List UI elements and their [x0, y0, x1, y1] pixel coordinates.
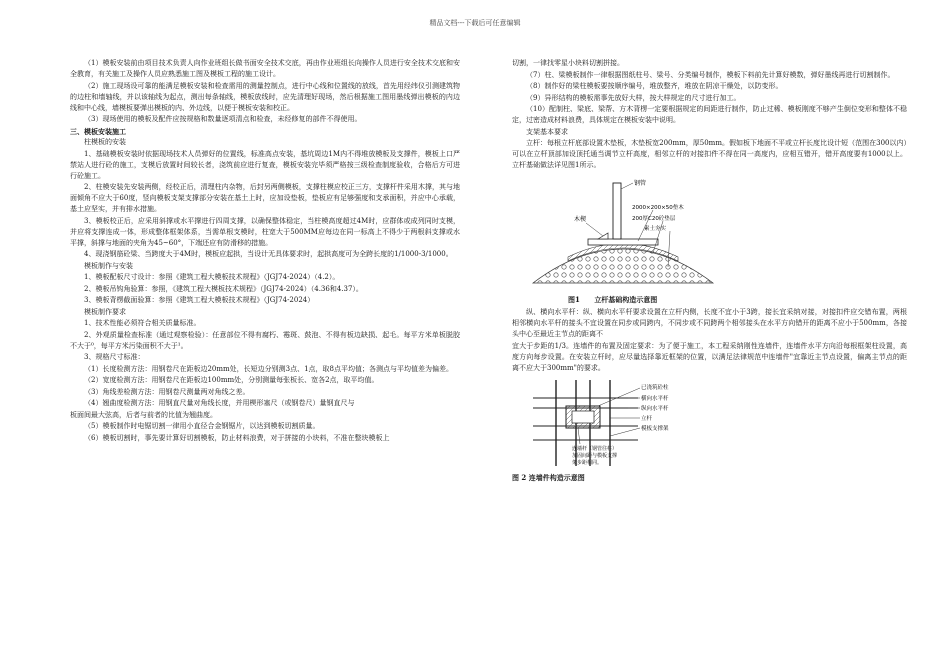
label-soil: 素土夯实 — [644, 226, 667, 232]
label-concrete: 200厚C20砼垫层 — [632, 216, 676, 222]
steel-pipe — [613, 183, 621, 239]
label-tie: 连墙杆（钢管往柱） — [572, 445, 618, 452]
label-support: 模板支撑架 — [641, 425, 669, 432]
timber-pad — [588, 239, 658, 245]
paragraph: 2、外观质量检查标准（通过观察检验）：任意部位不得有腐朽、霉斑、鼓泡、不得有板边缺损、起毛。每平方米单板脱胶不大于⁰，每平方米污染面积不大于¹。 — [70, 330, 460, 350]
paragraph: （9）异形结构的模板需事先放好大样，按大样规定的尺寸进行加工。 — [526, 93, 741, 102]
paragraph: （1）长度检测方法：用钢卷尺在距板边20mm处，长短边分别测3点、1点，取8点平均值；各测点与平均值差为偏差。 — [84, 364, 453, 373]
paragraph: 宜大于步距的1/3。连墙件的布置及固定要求：为了便于施工，本工程采纳刚性连墙件，连墙件水平方向沿每根框架柱设置，高度方向每步设置。在安装立杆时，应尽量选择靠近框架的位置，以满足法律规范中连墙件"宜靠近主节点设置，偏离主节点的距离不应大于300mm"的要求。 — [512, 341, 907, 372]
figure-1-title: 立杆基础构造示意图 — [594, 295, 658, 304]
figure-2-caption: 图 2 连墙件构造示意图 — [512, 472, 585, 482]
wall-tie-diagram — [528, 378, 718, 468]
page-header: 精品文档---下载后可任意编辑 — [429, 19, 521, 27]
label-pad: 2000×200×50垫木 — [632, 205, 684, 211]
paragraph: （4）翘曲度检测方法：用钢直尺量对角线长度，并用楔形塞尺（或钢卷尺）量钢直尺与 — [84, 399, 355, 407]
subheading: 模板制作与安装 — [84, 261, 133, 270]
paragraph: （6）模板切割时，事先要计算好切割模板，防止材料浪费，对于拼接的小块料，不准在整块模板上 — [84, 433, 390, 442]
label-tie-2: 加固间距与模板支撑 — [572, 452, 618, 459]
subheading: 柱模板的安装 — [84, 138, 126, 146]
figure-1 — [528, 175, 907, 305]
subheading: 支架基本要求 — [526, 127, 568, 136]
paragraph: 3、模板校正后，应采用斜撑或水平撑进行四周支撑，以确保整体稳定，当柱模高度超过4M时，应群体或成列同时支模，并应将支撑连成一体，形成整体框架体系，当需单根支模时，柱宽大于500MM应每边在同一标高上不得少于两根斜支撑或水平撑，斜撑与地面的夹角为45~60°，下端还应有防滑移的措施。 — [70, 216, 460, 247]
paragraph: 板面间最大弦高，后者与前者的比值为翘曲度。 — [70, 410, 217, 419]
paragraph: （3）角线差检测方法：用钢卷尺测量两对角线之差。 — [84, 387, 250, 396]
paragraph: （8）制作好的梁柱模板要按顺序编号，堆放整齐，堆放在阴凉干燥处，以防变形。 — [526, 82, 783, 90]
paragraph: 立杆：每根立杆底部设置木垫板，木垫板宽200mm，厚50mm。假如板下地面不平或立杆长度比设计短（范围在300以内）可以在立杆顶部加设顶托通当调节立杆高度，相邻立杆的对接扣件不得在同一高度内，应相互错开，错开高度要有1000以上。立杆基础做法详见图1所示。 — [512, 139, 907, 169]
paragraph: （3）现场使用的模板及配件应按规格和数量逐项清点和检查，未经修复的部件不得使用。 — [84, 115, 362, 123]
paragraph: 1、模板配板尺寸设计：参照《建筑工程大模板技术规程》（JGJ74-2024）（4.2）。 — [84, 273, 340, 281]
soil-layer — [533, 249, 713, 283]
label-transverse-bar: 横向水平杆 — [641, 395, 669, 402]
section-heading: 三、模板安装施工 — [70, 126, 126, 136]
paragraph: （7）柱、梁模板制作一律根据图纸柱号、梁号、分类编号制作，模板下料前先计算好模数，弹好墨线再进行切割制作。 — [526, 70, 895, 79]
paragraph: 切割，一律找零星小块料切割拼接。 — [512, 59, 624, 67]
paragraph: 2、柱模安装先安装两侧，经校正后，清理柱内杂物，后封另两侧模板，支撑柱模应校正三方，支撑杆件采用木撑，其与地面倾角不应大于60度，竖向模板支架支撑部分安装在基土上时，应加设垫板，垫板应有足够强度和支承面积，并应中心承载，基土应坚实，并有排水措施。 — [70, 183, 460, 213]
subheading: 模板制作要求 — [84, 307, 126, 316]
paragraph: （2）宽度检测方法：用钢卷尺在距板边100mm处，分别测量每张板长、宽各2点，取平均值。 — [84, 376, 379, 384]
paragraph: 3、模板背楞截面验算：参照《建筑工程大模板技术规程》（JGJ74-2024） — [84, 296, 315, 304]
paragraph: 4、现浇钢筋砼梁、当跨度大于4M时，模板应起拱，当设计无具体要求时，起拱高度可为全跨长度的1/1000-3/1000。 — [84, 250, 453, 258]
right-column — [512, 58, 907, 485]
label-column: 已浇筑砼柱 — [641, 384, 669, 391]
paragraph: （5）模板制作时电锯切割一律用小直径合金钢锯片，以达到模板切割质量。 — [84, 422, 320, 430]
paragraph: （1）模板安装前由项目技术负责人向作业班组长做书面安全技术交底，再由作业班组长向操作人员进行安全技术交底和安全教育，有关施工及操作人员应熟悉施工图及模板工程的施工设计。 — [70, 59, 460, 78]
paragraph: （10）配制柱、梁底、梁帮、方木背楞一定要根据规定的间距进行制作，防止过稀、模板刚度不够产生倒位变形和整体不稳定，过密造成材料浪费，具体规定在模板安装中说明。 — [512, 105, 907, 124]
label-pipe: 钢管 — [634, 180, 647, 187]
label-tie-3: 架步距相同。 — [572, 459, 603, 466]
paragraph: 纵、横向水平杆：纵、横向水平杆要求设置在立杆内侧，长度不宜小于3跨，接长宜采纳对接，对接扣件应交错布置，两根相邻横向水平杆的接头不宜设置在同步或同跨内，不同步或不同跨两个相邻接头在水平方向错开的距离不应小于500mm，各接头中心至最近主节点的距离不 — [512, 308, 907, 338]
figure-1-caption — [568, 294, 907, 305]
figure-2 — [512, 378, 907, 483]
left-column — [70, 58, 460, 444]
paragraph: （2）施工现场设可靠的能满足模板安装和检查需用的测量控制点，进行中心线和位置线的放线，首先用经纬仪引测建筑物的边柱和墙轴线，并以该轴线为起点，测出每条轴线，模板放线时，应先清理好现场，然后根据施工图用墨线弹出模板的内边线和中心线，墙模板要弹出模板的内、外边线，以便于模板安装和校正。 — [70, 81, 460, 112]
foundation-diagram — [528, 175, 718, 290]
label-pole: 立杆 — [641, 415, 653, 422]
paragraph: 1、基础模板安装时依据现场技术人员弹好的位置线，标准高点安装，基坑周边1M内不得堆放模板及支撑件，模板上口严禁站人进行砼的施工，支模后放置时间较长者，浇筑前应进行复查，模板安装完毕须严格按三级检查制度验收，合格后方可进行砼施工。 — [70, 149, 460, 180]
paragraph: 3、规格尺寸标准： — [84, 353, 145, 361]
paragraph: 1、技术性能必须符合相关质量标准。 — [84, 319, 201, 327]
paragraph: 2、模板吊钩角验算：参照，《建筑工程大模板技术规程》（JGJ74-2024）（4.36和4.37）。 — [84, 284, 363, 293]
label-wedge: 木楔 — [574, 216, 587, 223]
figure-1-number: 图1 — [568, 295, 580, 304]
label-longitudinal-bar: 纵向水平杆 — [641, 405, 669, 412]
